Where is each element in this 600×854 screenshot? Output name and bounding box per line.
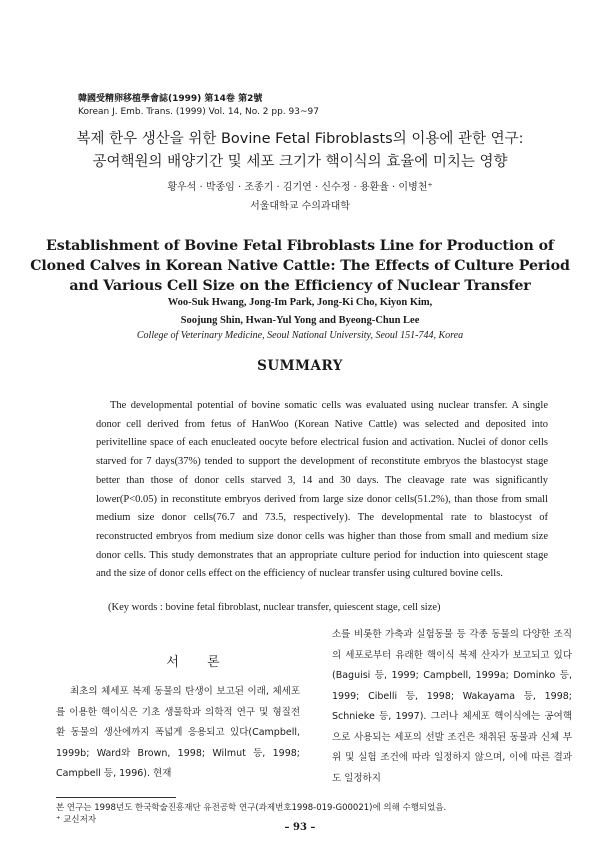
korean-authors-block bbox=[0, 178, 600, 216]
korean-authors: 황우석 · 박종임 · 조종기 · 김기연 · 신수정 · 용환율 · 이병천⁺ bbox=[167, 182, 433, 193]
korean-title-line-1: 복제 한우 생산을 위한 Bovine Fetal Fibroblasts의 이용에 관한 연구: bbox=[76, 131, 524, 147]
summary-paragraph: The developmental potential of bovine somatic cells was evaluated using nuclear transfer. A single donor cell derived from fetus of HanWoo (Korean Native Cattle) was selected and deposited into perivitelline space of each enucleated oocyte before electrical fusion and activation. Nuclei of donor cells starved for 7 days(37%) tended to support the development of reconstitute embryos the blastocyst stage better than those of donor cells starved 3, 14 and 30 days. The cleavage rate was significantly lower(P<0.05) in reconstitute embryos derived from large size donor cells(51.2%), than those from small medium size donor cells(76.7 and 73.5, respectively). The developmental rate to blastocyst of reconstructed embryos from medium size donor cells was higher than those from small and medium size donor cells. This study demonstrates that an appropriate culture period for induction into quiescent stage and the size of donor cells effect on the efficiency of nuclear transfer using cultured bovine cells. bbox=[96, 400, 548, 580]
introduction-right-column bbox=[332, 625, 572, 789]
introduction-paragraph-left: 최초의 체세포 복제 동물의 탄생이 보고된 이래, 체세포를 이용한 핵이식은 기초 생물학과 의학적 연구 및 형질전환 동물의 생산에까지 폭넓게 응용되고 있다(Campbell, 1999b; Ward와 Brown, 1998; Wilmut 등, 1998; Campbell 등, 1996). 현재 bbox=[56, 686, 300, 779]
english-affiliation: College of Veterinary Medicine, Seoul National University, Seoul 151-744, Korea bbox=[136, 330, 464, 341]
footnote-divider bbox=[56, 797, 176, 798]
korean-title-line-2: 공여핵원의 배양기간 및 세포 크기가 핵이식의 효율에 미치는 영향 bbox=[92, 154, 508, 170]
english-title-line-1: Establishment of Bovine Fetal Fibroblasts Line for Production of bbox=[46, 238, 554, 254]
english-title-line-3: and Various Cell Size on the Efficiency of Nuclear Transfer bbox=[69, 278, 531, 294]
english-title-line-2: Cloned Calves in Korean Native Cattle: The Effects of Culture Period bbox=[30, 258, 570, 274]
introduction-paragraph-right: 소를 비롯한 가축과 실험동물 등 각종 동물의 다양한 조직의 세포로부터 유래한 핵이식 복제 산자가 보고되고 있다 (Baguisi 등, 1999; Campbell, 1999a; Dominko 등, 1999; Cibelli 등, 1998; Wakayama 등, 1998; Schnieke 등, 1997). 그러나 체세포 핵이식에는 공여핵으로 사용되는 세포의 선발 조건은 채취된 동물과 신체 부위 및 실험 조건에 따라 일정하지 않으며, 이에 따른 결과도 일정하지 bbox=[332, 629, 572, 784]
introduction-heading: 서 론 bbox=[166, 655, 232, 670]
journal-title-korean: 韓國受精卵移植學會誌(1999) 第14卷 第2號 bbox=[78, 94, 263, 104]
summary-heading: SUMMARY bbox=[257, 358, 343, 374]
korean-affiliation: 서울대학교 수의과대학 bbox=[250, 201, 350, 212]
journal-header bbox=[78, 93, 319, 119]
journal-citation: Korean J. Emb. Trans. (1999) Vol. 14, No. 2 pp. 93~97 bbox=[78, 107, 319, 117]
keywords: (Key words : bovine fetal fibroblast, nuclear transfer, quiescent stage, cell size) bbox=[108, 602, 441, 613]
english-authors-line-1: Woo-Suk Hwang, Jong-Im Park, Jong-Ki Cho, Kiyon Kim, bbox=[167, 297, 433, 308]
summary-body bbox=[96, 397, 548, 584]
funding-footnote: 본 연구는 1998년도 한국학술진흥재단 유전공학 연구(과제번호1998-019-G00021)에 의해 수행되었음. bbox=[56, 803, 447, 813]
korean-title bbox=[0, 128, 600, 174]
corresponding-author-footnote: ⁺ 교신저자 bbox=[56, 815, 97, 825]
page-number: – 93 – bbox=[284, 822, 316, 833]
english-authors-line-2: Soojung Shin, Hwan-Yul Yong and Byeong-Chun Lee bbox=[180, 315, 420, 326]
introduction-left-column bbox=[56, 682, 300, 785]
english-title bbox=[30, 236, 570, 296]
english-authors bbox=[0, 294, 600, 330]
